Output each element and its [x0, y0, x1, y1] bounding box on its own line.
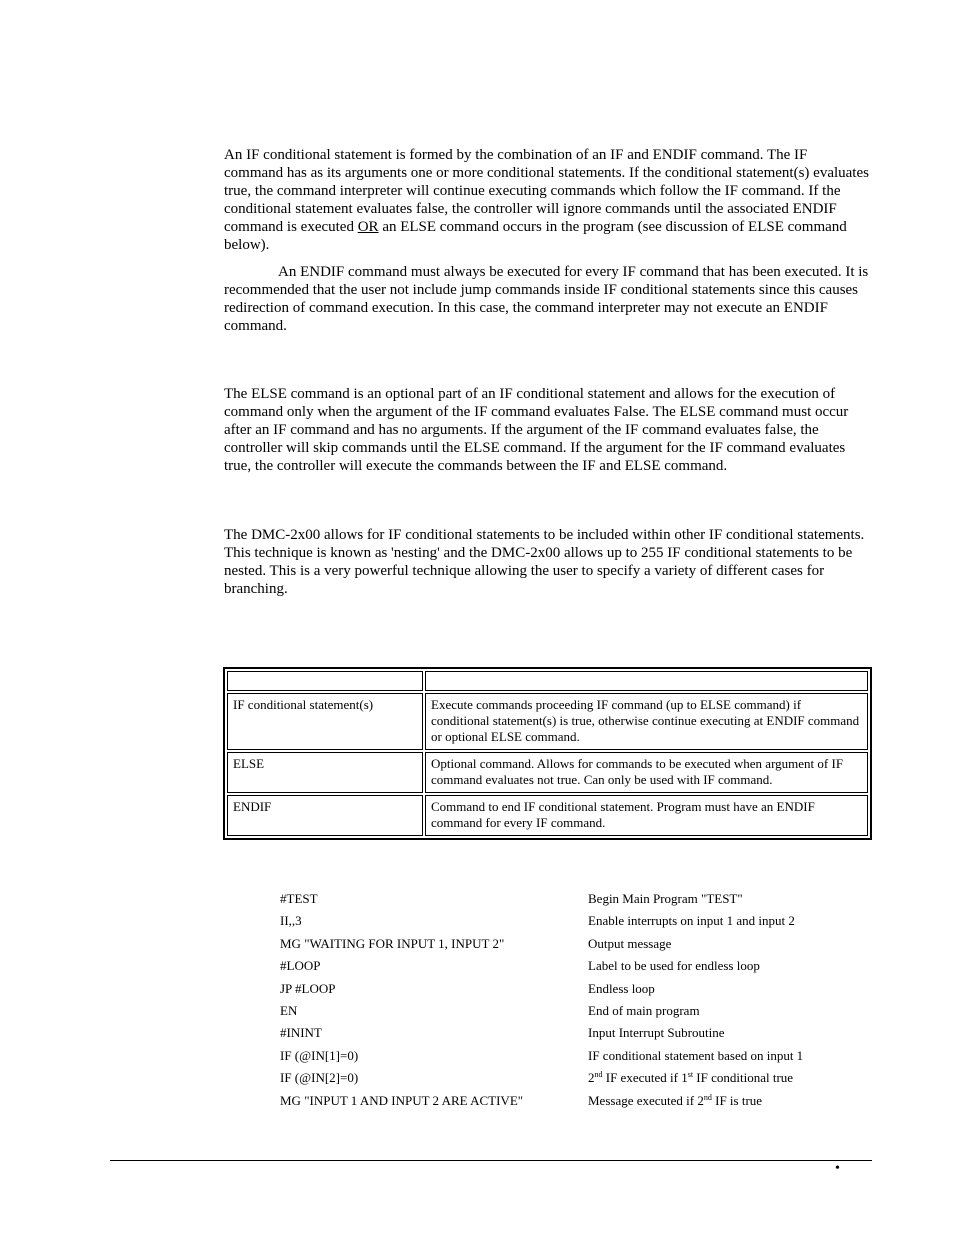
code-line: [280, 958, 860, 980]
code-line: [280, 1048, 860, 1070]
code-text: #LOOP: [280, 958, 321, 974]
table-cell-description: Optional command. Allows for commands to be executed when argument of IF command evaluates not true. Can only be used with IF command.: [425, 752, 868, 793]
code-comment: Enable interrupts on input 1 and input 2: [588, 913, 795, 929]
nesting-paragraph: The DMC-2x00 allows for IF conditional statements to be included within other IF conditional statements. This technique is known as 'nesting' and the DMC-2x00 allows up to 255 IF conditional statements to be nested. This is a very powerful technique allowing the user to specify a variety of different cases for branching.: [224, 527, 865, 597]
code-comment: Label to be used for endless loop: [588, 958, 760, 974]
code-comment: Message executed if 2nd IF is true: [588, 1092, 763, 1108]
table-cell-command: ELSE: [227, 752, 423, 793]
code-line: [280, 913, 860, 935]
footer-rule: [110, 1160, 872, 1161]
code-text: II,,3: [280, 913, 302, 929]
table-row: [227, 752, 868, 793]
code-text: #TEST: [280, 891, 318, 906]
code-line: [280, 936, 860, 958]
endif-paragraph: An ENDIF command must always be executed for every IF command that has been executed. It is recommended that the user not include jump commands inside IF conditional statements since this causes redirection of command execution. In this case, the command interpreter may not execute an ENDIF command.: [224, 264, 869, 334]
or-underlined: OR: [357, 219, 379, 235]
else-paragraph: The ELSE command is an optional part of an IF conditional statement and allows for the execution of command only when the argument of the IF command evaluates False. The ELSE command must occur after an IF command and has no arguments. If the argument of the IF command evaluates false, the controller will skip commands until the ELSE command. If the argument for the IF command evaluates true, the controller will execute the commands between the IF and ELSE command.: [224, 386, 849, 474]
code-comment: Begin Main Program "TEST": [588, 891, 743, 906]
code-text: JP #LOOP: [280, 980, 336, 996]
table-header-row: [227, 671, 868, 691]
table-cell-description: Execute commands proceeding IF command (up to ELSE command) if conditional statement(s) is true, otherwise continue executing at ENDIF command or optional ELSE command.: [425, 693, 868, 750]
code-comment: End of main program: [588, 1002, 700, 1018]
code-line: [280, 1025, 860, 1047]
header-cell-description: [425, 671, 868, 691]
table-cell-command: ENDIF: [227, 795, 423, 836]
footer-bullet: •: [835, 1161, 840, 1176]
table-cell-description: Command to end IF conditional statement. Program must have an ENDIF command for every IF command.: [425, 795, 868, 836]
code-line: [280, 1093, 860, 1115]
table-row: [227, 693, 868, 750]
code-comment: 2nd IF executed if 1st IF conditional true: [588, 1070, 794, 1086]
code-line: [280, 981, 860, 1003]
code-text: IF (@IN[1]=0): [280, 1047, 359, 1063]
code-line: [280, 1003, 860, 1025]
code-comment: Output message: [588, 935, 672, 951]
code-comment: IF conditional statement based on input 1: [588, 1047, 804, 1063]
code-text: EN: [280, 1002, 298, 1018]
code-text: MG "WAITING FOR INPUT 1, INPUT 2": [280, 935, 505, 951]
code-line: [280, 891, 860, 913]
header-cell-command: [227, 671, 423, 691]
table-cell-command: IF conditional statement(s): [227, 693, 423, 750]
code-text: #ININT: [280, 1025, 322, 1041]
command-table: [223, 667, 872, 840]
code-line: [280, 1070, 860, 1092]
table-row: [227, 795, 868, 836]
if-intro-paragraph: An IF conditional statement is formed by the combination of an IF and ENDIF command. The IF command has as its arguments one or more conditional statements. If the conditional statement(s) evaluates true, the command interpreter will continue executing commands which follow the IF command. If the conditional statement evaluates false, the controller will ignore commands until the associated ENDIF command is executed OR an ELSE command occurs in the program (see discussion of ELSE command below).: [224, 147, 869, 253]
code-text: IF (@IN[2]=0): [280, 1070, 359, 1086]
code-comment: Input Interrupt Subroutine: [588, 1025, 725, 1041]
code-text: MG "INPUT 1 AND INPUT 2 ARE ACTIVE": [280, 1092, 524, 1108]
code-example: [280, 891, 860, 1115]
code-comment: Endless loop: [588, 980, 655, 996]
